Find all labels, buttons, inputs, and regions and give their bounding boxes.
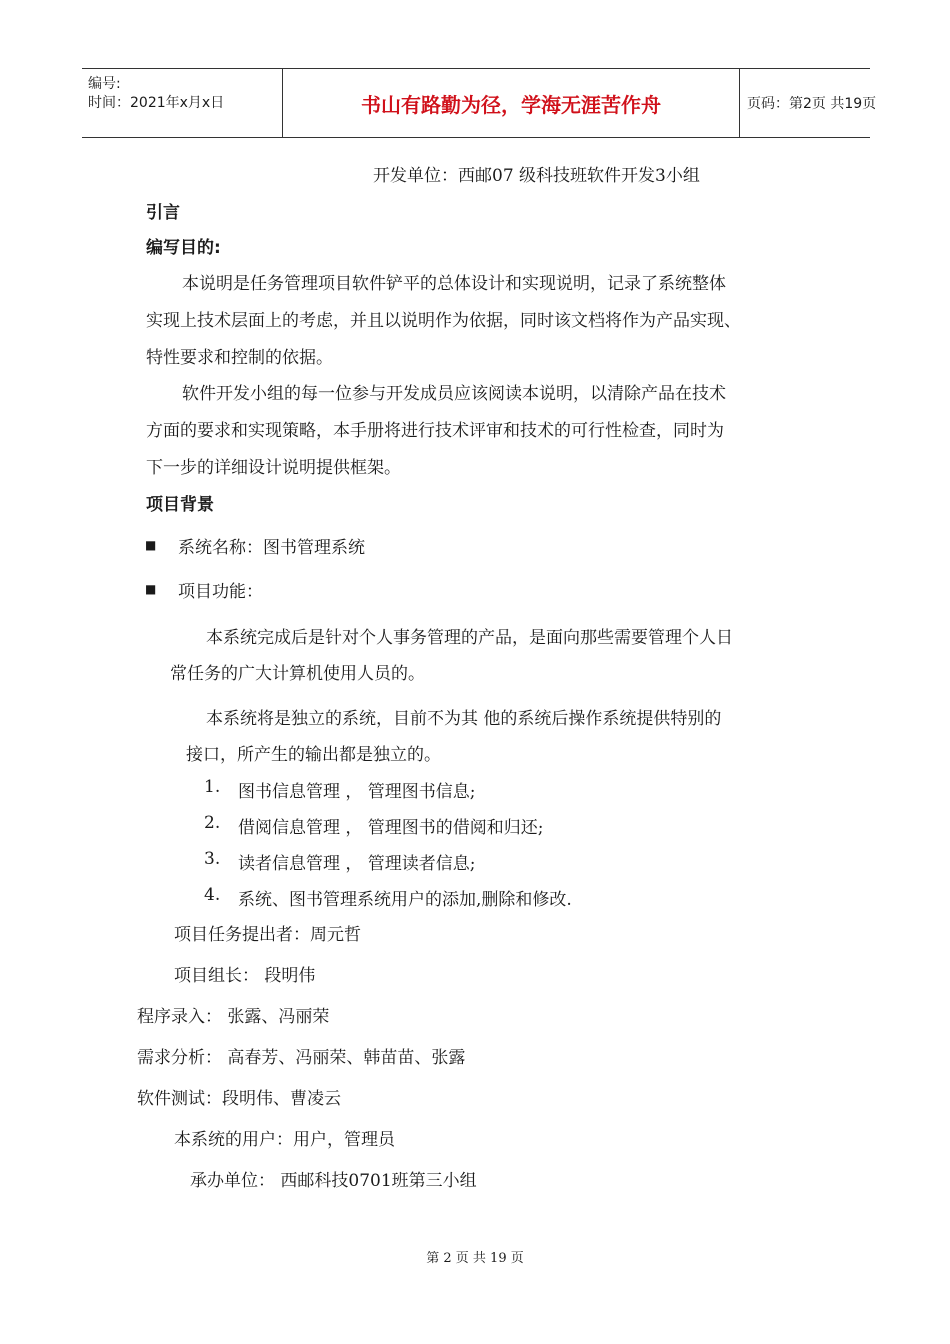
header-page-cell bbox=[739, 69, 877, 137]
bullet-square-icon: ■ bbox=[145, 538, 157, 552]
page-footer: 第 2 页 共 19 页 bbox=[426, 1251, 524, 1266]
para2-line: 方面的要求和实现策略，本手册将进行技术评审和技术的可行性检查，同时为 bbox=[146, 421, 724, 441]
proposer-line: 项目任务提出者：周元哲 bbox=[174, 925, 361, 945]
func-para1-line: 本系统完成后是针对个人事务管理的产品，是面向那些需要管理个人日 bbox=[206, 628, 733, 648]
para1-line: 实现上技术层面上的考虑，并且以说明作为依据，同时该文档将作为产品实现、 bbox=[146, 311, 741, 331]
func-para2-line: 接口，所产生的输出都是独立的。 bbox=[186, 745, 441, 765]
intro-heading: 引言 bbox=[146, 203, 180, 223]
header-left-cell bbox=[82, 69, 282, 137]
numbered-item: 读者信息管理 ， 管理读者信息; bbox=[238, 854, 476, 874]
func-para1-line: 常任务的广大计算机使用人员的。 bbox=[170, 664, 425, 684]
numbered-index: 3. bbox=[204, 849, 221, 869]
entry-line: 程序录入： 张露、冯丽荣 bbox=[137, 1007, 330, 1027]
doc-time-label: 时间：2021年x月x日 bbox=[88, 95, 225, 111]
numbered-index: 1. bbox=[204, 777, 221, 797]
para2-line: 下一步的详细设计说明提供框架。 bbox=[146, 458, 401, 478]
numbered-index: 2. bbox=[204, 813, 221, 833]
numbered-index: 4. bbox=[204, 885, 221, 905]
organizer-line: 承办单位： 西邮科技0701班第三小组 bbox=[190, 1171, 477, 1191]
numbered-item: 图书信息管理 ， 管理图书信息; bbox=[238, 782, 476, 802]
para1-line: 本说明是任务管理项目软件铲平的总体设计和实现说明，记录了系统整体 bbox=[182, 274, 726, 294]
para1-line: 特性要求和控制的依据。 bbox=[146, 348, 333, 368]
doc-id-label: 编号: bbox=[88, 76, 121, 92]
header-motto-cell bbox=[282, 69, 740, 137]
bullet-square-icon: ■ bbox=[145, 582, 157, 596]
leader-line: 项目组长： 段明伟 bbox=[174, 966, 316, 986]
page-code: 页码：第2页 共19页 bbox=[747, 96, 877, 112]
analysis-line: 需求分析： 高春芳、冯丽荣、韩苗苗、张露 bbox=[137, 1048, 466, 1068]
dev-unit: 开发单位：西邮07 级科技班软件开发3小组 bbox=[373, 166, 700, 186]
users-line: 本系统的用户：用户，管理员 bbox=[174, 1130, 395, 1150]
background-heading: 项目背景 bbox=[146, 495, 214, 515]
numbered-item: 借阅信息管理 ， 管理图书的借阅和归还; bbox=[238, 818, 544, 838]
func-para2-line: 本系统将是独立的系统，目前不为其 他的系统后操作系统提供特别的 bbox=[206, 709, 722, 729]
header-table bbox=[82, 68, 877, 138]
bullet-item: 系统名称：图书管理系统 bbox=[178, 538, 365, 558]
motto-text: 书山有路勤为径，学海无涯苦作舟 bbox=[361, 92, 661, 117]
bullet-item: 项目功能： bbox=[178, 582, 263, 602]
para2-line: 软件开发小组的每一位参与开发成员应该阅读本说明，以清除产品在技术 bbox=[182, 384, 726, 404]
numbered-item: 系统、图书管理系统用户的添加,删除和修改. bbox=[238, 890, 572, 910]
testing-line: 软件测试：段明伟、曹凌云 bbox=[137, 1089, 341, 1109]
purpose-heading: 编写目的: bbox=[146, 238, 221, 258]
